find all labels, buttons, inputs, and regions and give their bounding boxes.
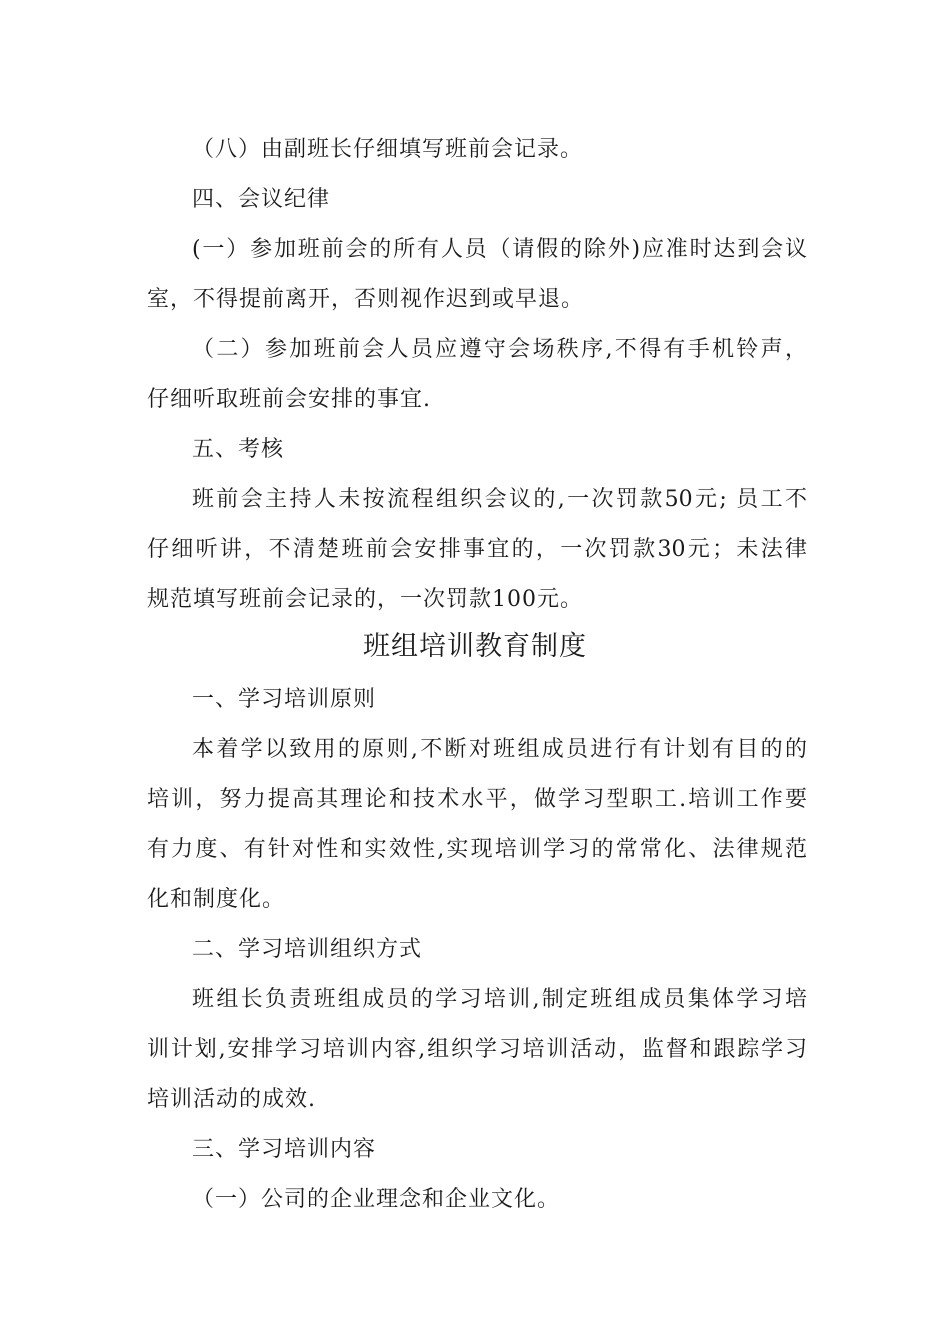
principle-paragraph-line-1: 本着学以致用的原则,不断对班组成员进行有计划有目的的 bbox=[192, 737, 807, 762]
principle-paragraph-line-4: 化和制度化。 bbox=[147, 887, 286, 912]
section-heading-training-organization: 二、学习培训组织方式 bbox=[192, 937, 423, 962]
section-heading-meeting-discipline: 四、会议纪律 bbox=[192, 187, 331, 212]
assessment-paragraph-line-1: 班前会主持人未按流程组织会议的,一次罚款50元; 员工不 bbox=[192, 487, 807, 512]
document-title: 班组培训教育制度 bbox=[363, 631, 587, 662]
assessment-paragraph-line-2: 仔细听讲，不清楚班前会安排事宜的，一次罚款30元；未法律 bbox=[147, 537, 807, 562]
principle-paragraph-line-3: 有力度、有针对性和实效性,实现培训学习的常常化、法律规范 bbox=[147, 837, 807, 862]
organization-paragraph-line-3: 培训活动的成效. bbox=[147, 1087, 316, 1112]
discipline-clause-1-line-1: (一）参加班前会的所有人员（请假的除外)应准时达到会议 bbox=[192, 237, 807, 262]
principle-paragraph-line-2: 培训，努力提高其理论和技术水平，做学习型职工.培训工作要 bbox=[147, 787, 807, 812]
content-item-1: （一）公司的企业理念和企业文化。 bbox=[192, 1187, 561, 1212]
organization-paragraph-line-2: 训计划,安排学习培训内容,组织学习培训活动，监督和跟踪学习 bbox=[147, 1037, 807, 1062]
discipline-clause-2-line-2: 仔细听取班前会安排的事宜. bbox=[147, 387, 431, 412]
section-heading-training-content: 三、学习培训内容 bbox=[192, 1137, 377, 1162]
section-heading-training-principle: 一、学习培训原则 bbox=[192, 687, 377, 712]
discipline-clause-1-line-2: 室，不得提前离开，否则视作迟到或早退。 bbox=[147, 287, 585, 312]
section-heading-assessment: 五、考核 bbox=[192, 437, 285, 462]
clause-8-text: （八）由副班长仔细填写班前会记录。 bbox=[192, 137, 584, 162]
discipline-clause-2-line-1: （二）参加班前会人员应遵守会场秩序,不得有手机铃声， bbox=[192, 337, 807, 362]
organization-paragraph-line-1: 班组长负责班组成员的学习培训,制定班组成员集体学习培 bbox=[192, 987, 807, 1012]
assessment-paragraph-line-3: 规范填写班前会记录的，一次罚款100元。 bbox=[147, 587, 583, 612]
